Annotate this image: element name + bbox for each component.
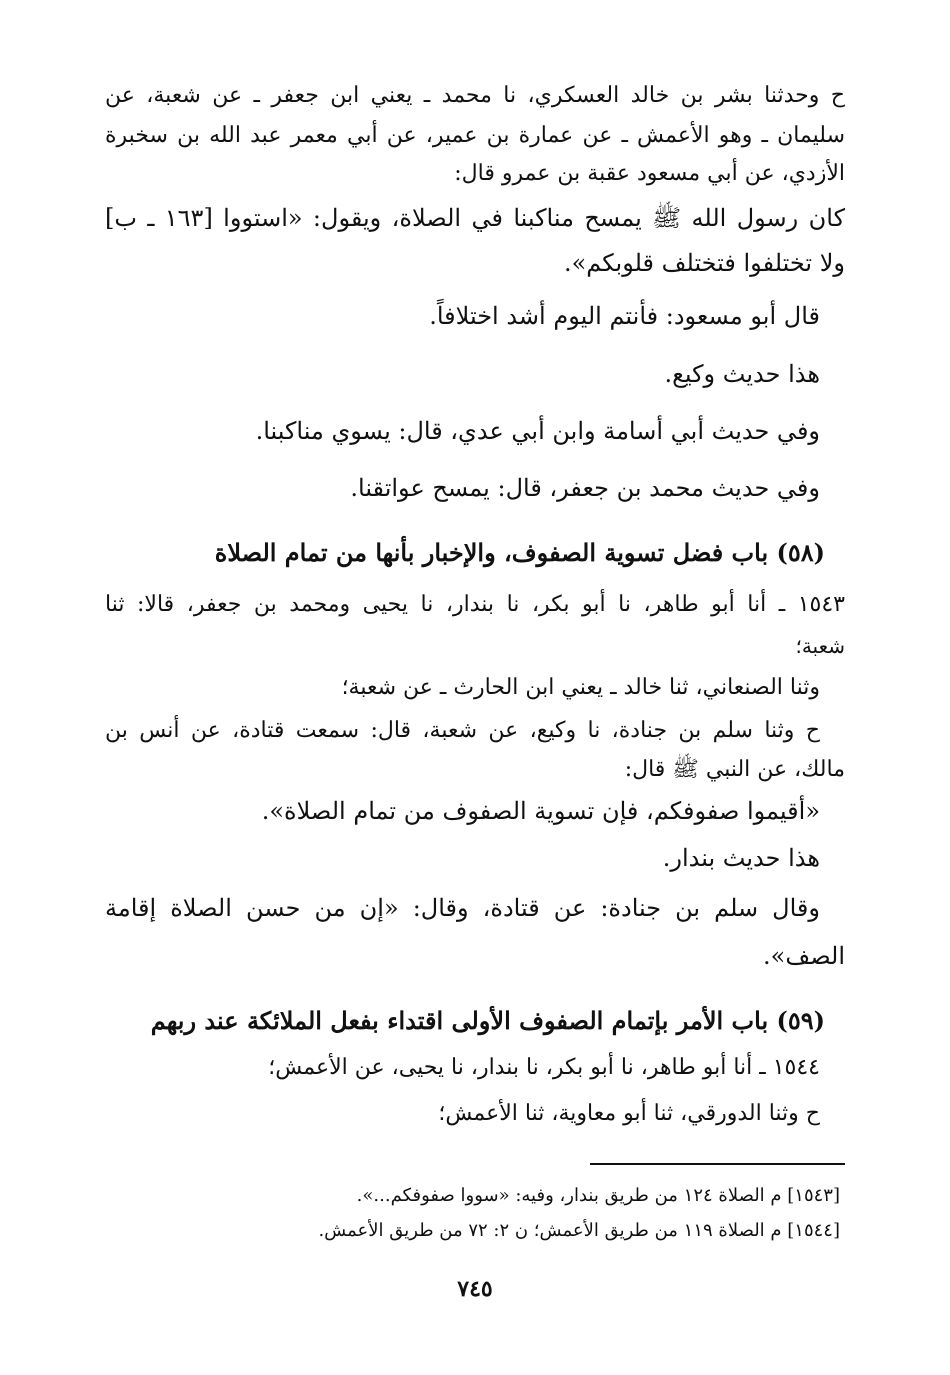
footnote: [١٥٤٤] م الصلاة ١١٩ من طريق الأعمش؛ ن ٢: ٧٢ من طريق الأعمش. <box>318 1220 840 1241</box>
page-number: ٧٤٥ <box>457 1276 493 1302</box>
text-line: وفي حديث أبي أسامة وابن أبي عدي، قال: يسوي مناكبنا. <box>255 417 820 445</box>
footnote-separator <box>590 1163 845 1165</box>
text-line: الأزدي، عن أبي مسعود عقبة بن عمرو قال: <box>454 161 845 186</box>
text-line: وثنا الصنعاني، ثنا خالد ـ يعني ابن الحارث ـ عن شعبة؛ <box>341 675 820 700</box>
text-line: كان رسول الله ﷺ يمسح مناكبنا في الصلاة، ويقول: «استووا [١٦٣ ـ ب] <box>105 204 846 232</box>
text-line: هذا حديث بندار. <box>662 844 820 872</box>
text-line: ح وثنا الدورقي، ثنا أبو معاوية، ثنا الأعمش؛ <box>438 1101 820 1126</box>
text-line: سليمان ـ وهو الأعمش ـ عن عمارة بن عمير، عن أبي معمر عبد الله بن سخبرة <box>105 123 845 148</box>
text-line: ح وثنا سلم بن جنادة، نا وكيع، عن شعبة، قال: سمعت قتادة، عن أنس بن <box>105 718 820 743</box>
text-line: شعبة؛ <box>795 634 845 658</box>
text-line: ح وحدثنا بشر بن خالد العسكري، نا محمد ـ يعني ابن جعفر ـ عن شعبة، عن <box>105 83 845 108</box>
chapter-heading-59: (٥٩) باب الأمر بإتمام الصفوف الأولى اقتداء بفعل الملائكة عند ربهم <box>150 1006 825 1035</box>
footnote: [١٥٤٣] م الصلاة ١٢٤ من طريق بندار، وفيه: «سووا صفوفكم...». <box>356 1185 840 1206</box>
text-line: ١٥٤٤ ـ أنا أبو طاهر، نا أبو بكر، نا بندار، نا يحيى، عن الأعمش؛ <box>268 1055 820 1080</box>
text-line: ١٥٤٣ ـ أنا أبو طاهر، نا أبو بكر، نا بندار، نا يحيى ومحمد بن جعفر، قالا: ثنا <box>105 592 845 617</box>
chapter-heading-58: (٥٨) باب فضل تسوية الصفوف، والإخبار بأنها من تمام الصلاة <box>214 538 825 567</box>
text-line: الصف». <box>763 942 845 970</box>
text-line: مالك، عن النبي ﷺ قال: <box>624 757 845 782</box>
text-line: ولا تختلفوا فتختلف قلوبكم». <box>563 249 845 277</box>
text-line: وقال سلم بن جنادة: عن قتادة، وقال: «إن من حسن الصلاة إقامة <box>105 894 820 922</box>
text-line: وفي حديث محمد بن جعفر، قال: يمسح عواتقنا. <box>350 474 820 502</box>
text-line: «أقيموا صفوفكم، فإن تسوية الصفوف من تمام الصلاة». <box>261 797 820 825</box>
text-line: قال أبو مسعود: فأنتم اليوم أشد اختلافاً. <box>429 302 820 330</box>
text-line: هذا حديث وكيع. <box>664 360 820 388</box>
